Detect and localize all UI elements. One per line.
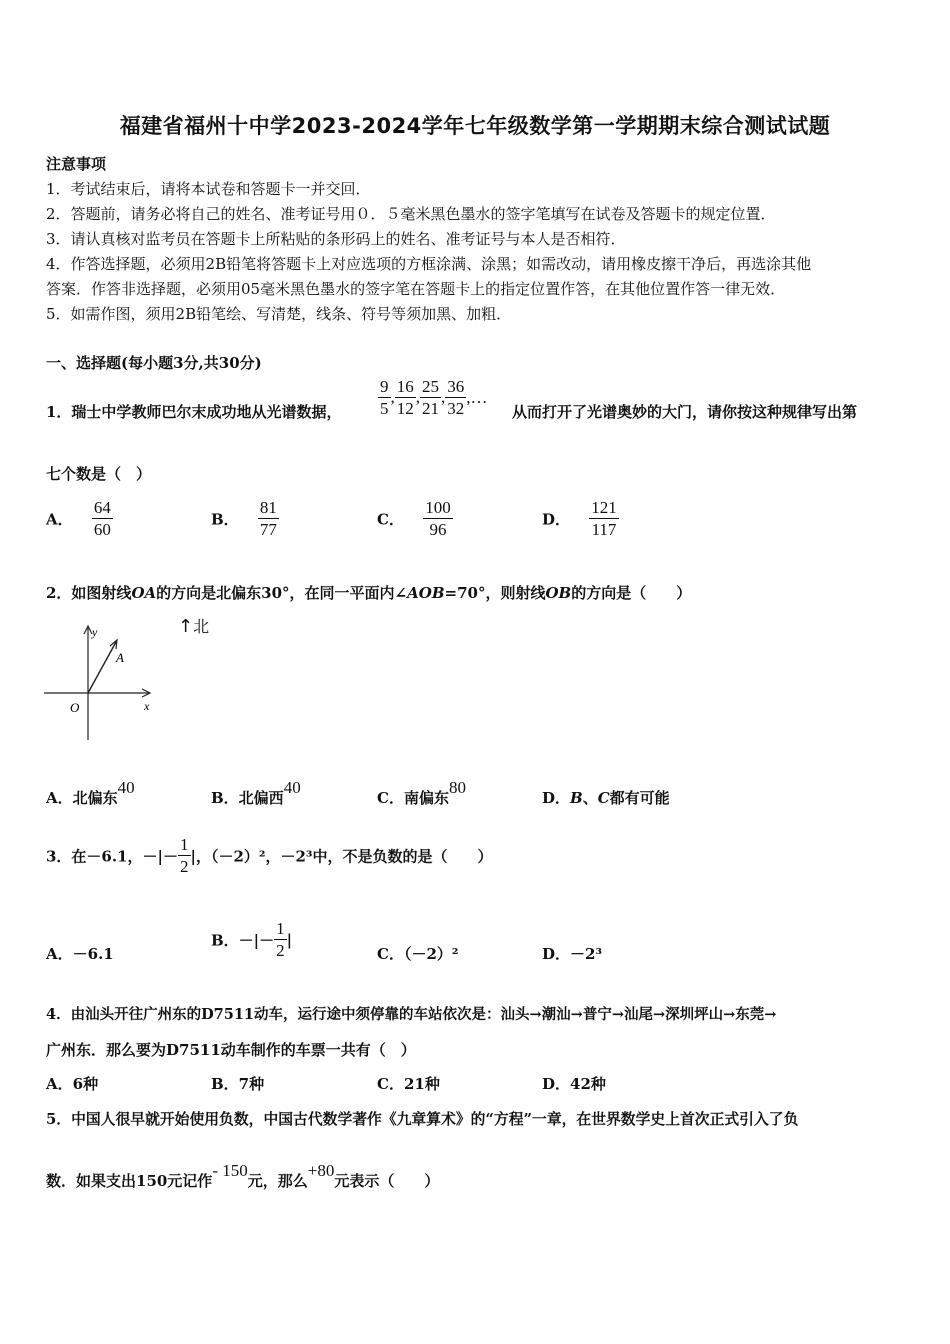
q1-stem-line2: 七个数是（ ）: [46, 465, 152, 483]
ray-oa: [88, 642, 116, 693]
q3-option-b[interactable]: B．－|－ $\frac{1}{2}$ |: [211, 919, 293, 961]
q4-option-b[interactable]: B．7种: [211, 1075, 265, 1093]
q1-stem-pre: 1．瑞士中学教师巴尔末成功地从光谱数据，: [46, 403, 342, 421]
q3-option-c[interactable]: C．（－2）²: [377, 945, 459, 963]
notice-item-2: 2．答题前，请务必将自己的姓名、准考证号用０．５毫米黑色墨水的签字笔填写在试卷及答题卡的规定位置．: [46, 205, 776, 223]
q2-option-a[interactable]: A．北偏东40: [46, 778, 135, 807]
q2-option-c[interactable]: C．南偏东80: [377, 778, 466, 807]
q2-option-b[interactable]: B．北偏西40: [211, 778, 301, 807]
q1-seq-frac-2: $\frac{16}{12}$: [396, 377, 414, 419]
q1-option-d[interactable]: D． $\frac{121}{117}$: [542, 498, 617, 540]
q4-option-a[interactable]: A．6种: [46, 1075, 99, 1093]
q3-stem: 3．在－6.1，－|－ $\frac{1}{2}$ |，（－2）²，－2³中，不是负数的是（ ）: [46, 835, 493, 877]
q4-option-c[interactable]: C．21种: [377, 1075, 440, 1093]
notice-heading: 注意事项: [46, 155, 107, 173]
q5-stem-line2: 数．如果支出150元记作- 150元，那么+80元表示（ ）: [46, 1161, 440, 1190]
q4-option-d[interactable]: D．42种: [542, 1075, 606, 1093]
q3-option-d[interactable]: D．－2³: [542, 945, 603, 963]
q3-option-a[interactable]: A．－6.1: [46, 945, 114, 963]
q1-option-a[interactable]: A． $\frac{64}{60}$: [46, 498, 111, 540]
q4-stem-line2: 广州东．那么要为D7511动车制作的车票一共有（ ）: [46, 1041, 416, 1059]
q4-stem-line1: 4．由汕头开往广州东的D7511动车，运行途中须停靠的车站依次是：汕头→潮汕→普宁→汕尾→深圳坪山→东莞→: [46, 1006, 777, 1023]
q2-north-label: ↑北: [178, 616, 210, 637]
q1-option-c[interactable]: C． $\frac{100}{96}$: [377, 498, 451, 540]
q1-seq-frac-3: $\frac{25}{21}$: [422, 377, 439, 419]
page-title: 福建省福州十中学2023-2024学年七年级数学第一学期期末综合测试试题: [119, 114, 831, 138]
notice-item-4: 4．作答选择题，必须用2B铅笔将答题卡上对应选项的方框涂满、涂黑；如需改动，请用橡皮擦干净后，再选涂其他: [46, 255, 812, 273]
q1-sequence: $\frac{9}{5}$ , $\frac{16}{12}$ , $\frac{25}{21}$ , $\frac{36}{32}$ ,…: [380, 377, 488, 419]
arrow-up-icon: ↑: [178, 616, 194, 637]
q2-stem: 2．如图射线OA的方向是北偏东30°，在同一平面内∠AOB=70°，则射线OB的方向是（ ）: [46, 584, 692, 602]
q1-option-b[interactable]: B． $\frac{81}{77}$: [211, 498, 277, 540]
notice-item-5: 5．如需作图，须用2B铅笔绘、写清楚，线条、符号等须加黑、加粗．: [46, 305, 512, 323]
notice-item-3: 3．请认真核对监考员在答题卡上所粘贴的条形码上的姓名、准考证号与本人是否相符．: [46, 230, 626, 248]
q2-figure: [40, 620, 170, 745]
q3-stem-frac: $\frac{1}{2}$: [180, 835, 189, 877]
fig-label-o: O: [70, 700, 80, 715]
notice-item-1: 1．考试结束后，请将本试卷和答题卡一并交回．: [46, 180, 371, 198]
q1-seq-frac-4: $\frac{36}{32}$: [447, 377, 465, 419]
q1-seq-frac-1: $\frac{9}{5}$: [380, 377, 389, 419]
fig-label-x: x: [144, 699, 150, 713]
fig-label-a: A: [116, 650, 124, 665]
q5-stem-line1: 5．中国人很早就开始使用负数，中国古代数学著作《九章算术》的“方程”一章，在世界数学史上首次正式引入了负: [46, 1111, 799, 1128]
fig-label-y: y: [92, 625, 98, 639]
notice-item-4-cont: 答案．作答非选择题，必须用05毫米黑色墨水的签字笔在答题卡上的指定位置作答，在其他位置作答一律无效．: [46, 280, 786, 298]
q1-stem-post: 从而打开了光谱奥妙的大门，请你按这种规律写出第: [512, 403, 858, 421]
q2-option-d[interactable]: D．B、C都有可能: [542, 789, 670, 807]
section-heading: 一、选择题(每小题3分,共30分): [46, 354, 262, 372]
